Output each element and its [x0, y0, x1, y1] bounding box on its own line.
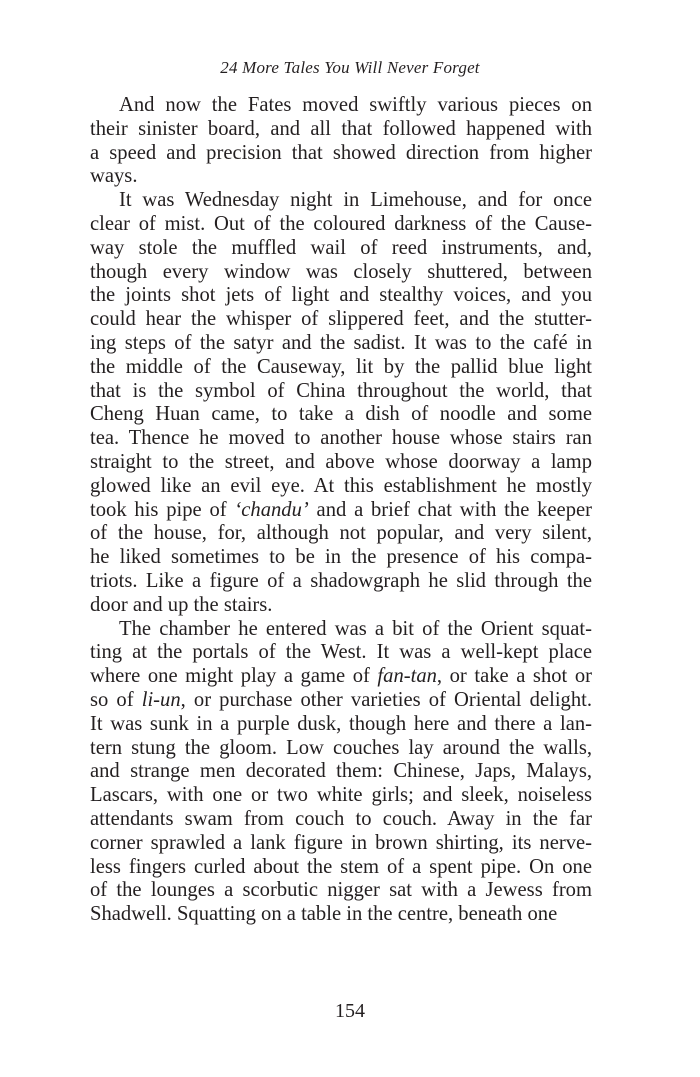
text-line [90, 689, 592, 713]
text-line [90, 832, 592, 856]
text-line [90, 118, 592, 142]
line-text: It was Wednesday night in Limehouse, and for once [119, 189, 592, 212]
paragraph [90, 94, 592, 189]
text-line [90, 856, 592, 880]
line-text: a speed and precision that showed direction from higher [90, 141, 592, 164]
line-text: their sinister board, and all that followed happened with [90, 117, 592, 140]
line-text: triots. Like a figure of a shadowgraph he slid through the [90, 569, 592, 592]
text-line [90, 142, 592, 166]
text-line [90, 641, 592, 665]
line-text: the middle of the Causeway, lit by the pallid blue light [90, 355, 592, 378]
text-line [90, 475, 592, 499]
italic-term: li-un [141, 688, 181, 711]
text-line [90, 165, 592, 189]
line-text: Cheng Huan came, to take a dish of noodle and some [90, 403, 592, 426]
line-text: less fingers curled about the stem of a spent pipe. On one [90, 855, 592, 878]
line-text: It was sunk in a purple dusk, though here and there a lan- [90, 712, 592, 735]
text-line [90, 213, 592, 237]
text-line [90, 451, 592, 475]
line-text: corner sprawled a lank figure in brown shirting, its nerve- [90, 831, 592, 854]
text-line [90, 332, 592, 356]
text-line [90, 356, 592, 380]
line-text: that is the symbol of China throughout the world, that [90, 379, 592, 402]
italic-term: fan-tan [377, 665, 437, 688]
text-line [90, 546, 592, 570]
text-line [90, 808, 592, 832]
text-line [90, 403, 592, 427]
line-text: he liked sometimes to be in the presence of his compa- [90, 546, 592, 569]
line-text: tea. Thence he moved to another house whose stairs ran [90, 427, 592, 450]
line-text: ing steps of the satyr and the sadist. It was to the café in [90, 331, 592, 354]
line-text: the joints shot jets of light and stealthy voices, and you [90, 284, 592, 307]
line-text: way stole the muffled wail of reed instruments, and, [90, 236, 592, 259]
text-line [90, 618, 592, 642]
italic-term: ‘chandu’ [234, 498, 309, 521]
text-line [90, 261, 592, 285]
text-line [90, 594, 592, 618]
text-line [90, 380, 592, 404]
text-line [90, 427, 592, 451]
text-line [90, 713, 592, 737]
line-text: attendants swam from couch to couch. Away in the far [90, 807, 592, 830]
text-line [90, 237, 592, 261]
text-line [90, 665, 592, 689]
line-text: tern stung the gloom. Low couches lay around the walls, [90, 736, 592, 759]
line-text: and a brief chat with the keeper [308, 498, 592, 521]
line-text: of the house, for, although not popular, and very silent, [90, 522, 592, 545]
line-text: door and up the stairs. [90, 593, 273, 616]
text-line [90, 499, 592, 523]
line-text: , or purchase other varieties of Oriental delight. [180, 688, 592, 711]
line-text: took his pipe of [90, 498, 235, 521]
line-text: clear of mist. Out of the coloured darkness of the Cause- [90, 212, 592, 235]
line-text: and strange men decorated them: Chinese, Japs, Malays, [90, 760, 592, 783]
text-line [90, 308, 592, 332]
text-line [90, 284, 592, 308]
paragraph [90, 189, 592, 617]
line-text: glowed like an evil eye. At this establishment he mostly [90, 474, 592, 497]
line-text: Lascars, with one or two white girls; and sleek, noiseless [90, 784, 592, 807]
line-text: ting at the portals of the West. It was a well-kept place [90, 641, 592, 664]
running-header: 24 More Tales You Will Never Forget [220, 58, 480, 77]
line-text: of the lounges a scorbutic nigger sat with a Jewess from [90, 879, 592, 902]
line-text: so of [90, 688, 142, 711]
text-line [90, 879, 592, 903]
line-text: , or take a shot or [436, 665, 592, 688]
paragraph [90, 618, 592, 927]
body-text [90, 94, 592, 927]
text-line [90, 94, 592, 118]
text-line [90, 903, 592, 927]
text-line [90, 522, 592, 546]
line-text: straight to the street, and above whose doorway a lamp [90, 450, 592, 473]
line-text: though every window was closely shuttered, between [90, 260, 592, 283]
page-number: 154 [335, 1000, 365, 1022]
line-text: The chamber he entered was a bit of the Orient squat- [119, 617, 592, 640]
text-line [90, 570, 592, 594]
text-line [90, 760, 592, 784]
line-text: where one might play a game of [90, 665, 378, 688]
line-text: And now the Fates moved swiftly various pieces on [119, 94, 592, 116]
text-line [90, 784, 592, 808]
text-line [90, 737, 592, 761]
line-text: Shadwell. Squatting on a table in the centre, beneath one [90, 903, 558, 926]
line-text: could hear the whisper of slippered feet, and the stutter- [90, 308, 592, 331]
text-line [90, 189, 592, 213]
line-text: ways. [90, 165, 138, 188]
